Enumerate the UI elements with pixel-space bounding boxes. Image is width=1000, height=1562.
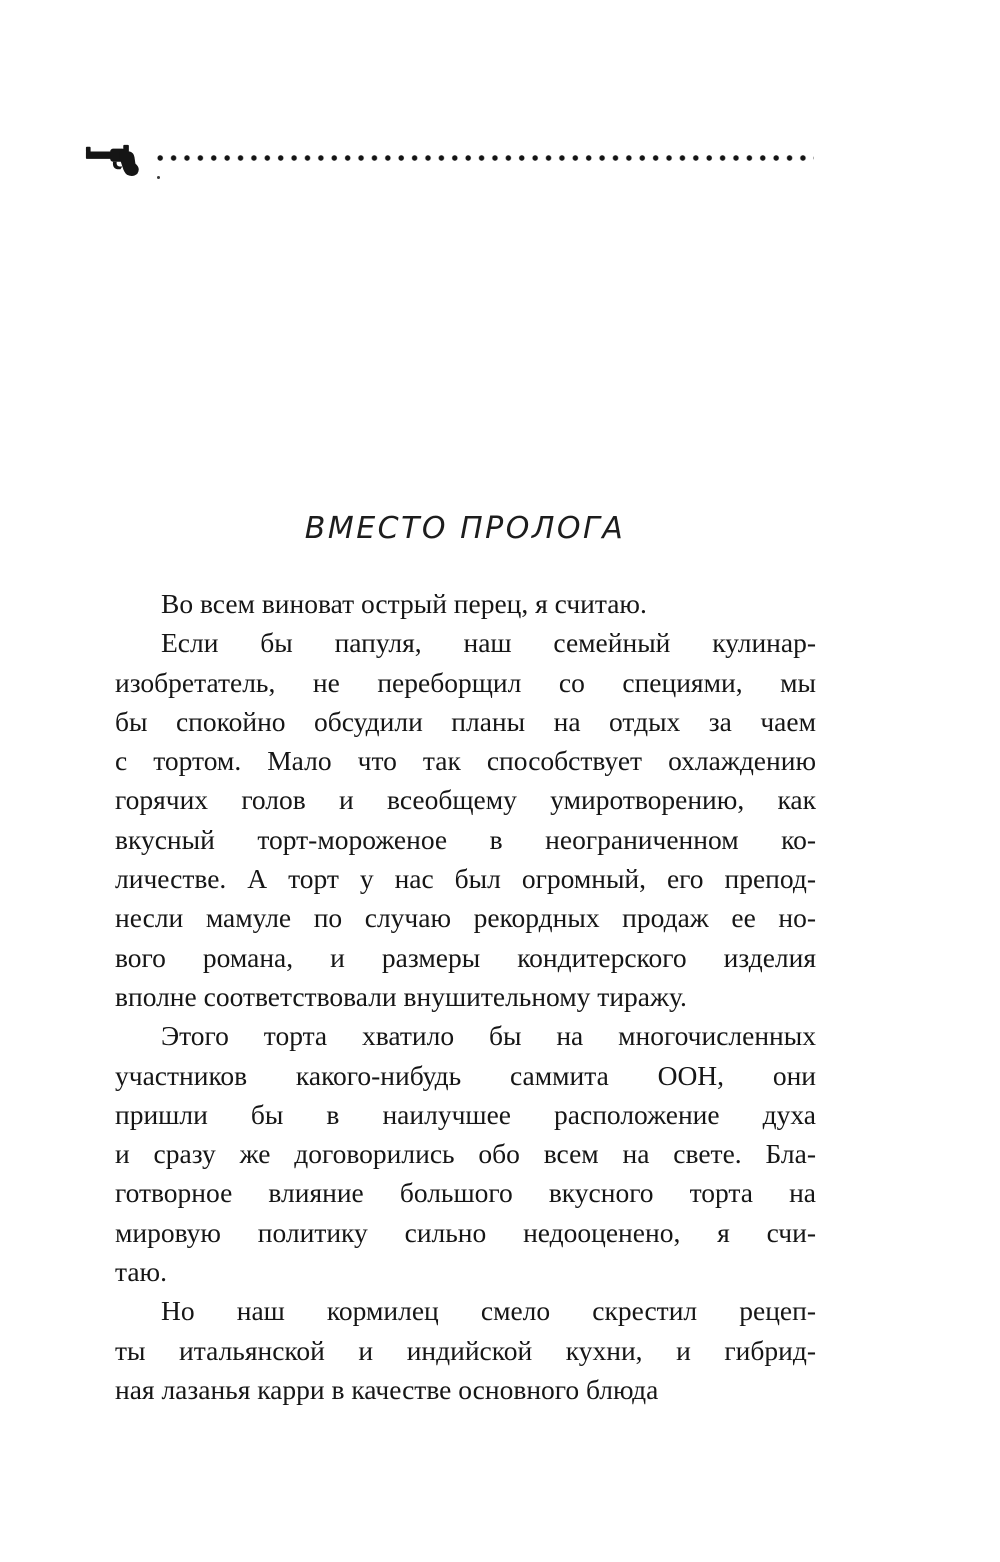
text-line: Этого торта хватило бы на многочисленных bbox=[161, 1020, 816, 1052]
paragraph bbox=[115, 1291, 816, 1409]
text-line: с тортом. Мало что так способствует охлаждению bbox=[115, 745, 816, 777]
text-line: вполне соответствовали внушительному тиражу. bbox=[115, 980, 687, 1012]
text-line: бы спокойно обсудили планы на отдых за чаем bbox=[115, 705, 816, 737]
text-line: мировую политику сильно недооценено, я счи- bbox=[115, 1216, 816, 1248]
text-line: и сразу же договорились обо всем на свете. Бла- bbox=[115, 1138, 816, 1170]
dotted-line bbox=[157, 154, 814, 162]
text-line: Во всем виноват острый перец, я считаю. bbox=[161, 588, 647, 619]
text-line: Но наш кормилец смело скрестил рецеп- bbox=[161, 1295, 816, 1327]
chapter-title: ВМЕСТО ПРОЛОГА bbox=[304, 511, 626, 546]
chapter-ornament bbox=[85, 138, 814, 178]
text-line: вого романа, и размеры кондитерского изделия bbox=[115, 941, 816, 973]
text-line: ты итальянской и индийской кухни, и гибрид- bbox=[115, 1334, 816, 1366]
ink-speck bbox=[157, 176, 160, 179]
revolver-icon bbox=[85, 139, 141, 177]
text-line: ная лазанья карри в качестве основного блюда bbox=[115, 1373, 659, 1405]
body-text bbox=[115, 584, 816, 1409]
text-line: горячих голов и всеобщему умиротворению, как bbox=[115, 784, 816, 816]
paragraph bbox=[115, 623, 816, 1016]
text-line: участников какого-нибудь саммита ООН, они bbox=[115, 1059, 816, 1091]
paragraph bbox=[115, 584, 816, 623]
text-line: готворное влияние большого вкусного торта на bbox=[115, 1177, 816, 1209]
text-line: личестве. А торт у нас был огромный, его препод- bbox=[115, 863, 816, 895]
paragraph bbox=[115, 1016, 816, 1291]
text-line: Если бы папуля, наш семейный кулинар- bbox=[161, 627, 816, 659]
text-line: несли мамуле по случаю рекордных продаж ее но- bbox=[115, 902, 816, 934]
text-line: таю. bbox=[115, 1256, 167, 1288]
text-line: вкусный торт-мороженое в неограниченном ко- bbox=[115, 823, 816, 855]
text-line: изобретатель, не переборщил со специями, мы bbox=[115, 666, 816, 698]
text-line: пришли бы в наилучшее расположение духа bbox=[115, 1098, 816, 1130]
